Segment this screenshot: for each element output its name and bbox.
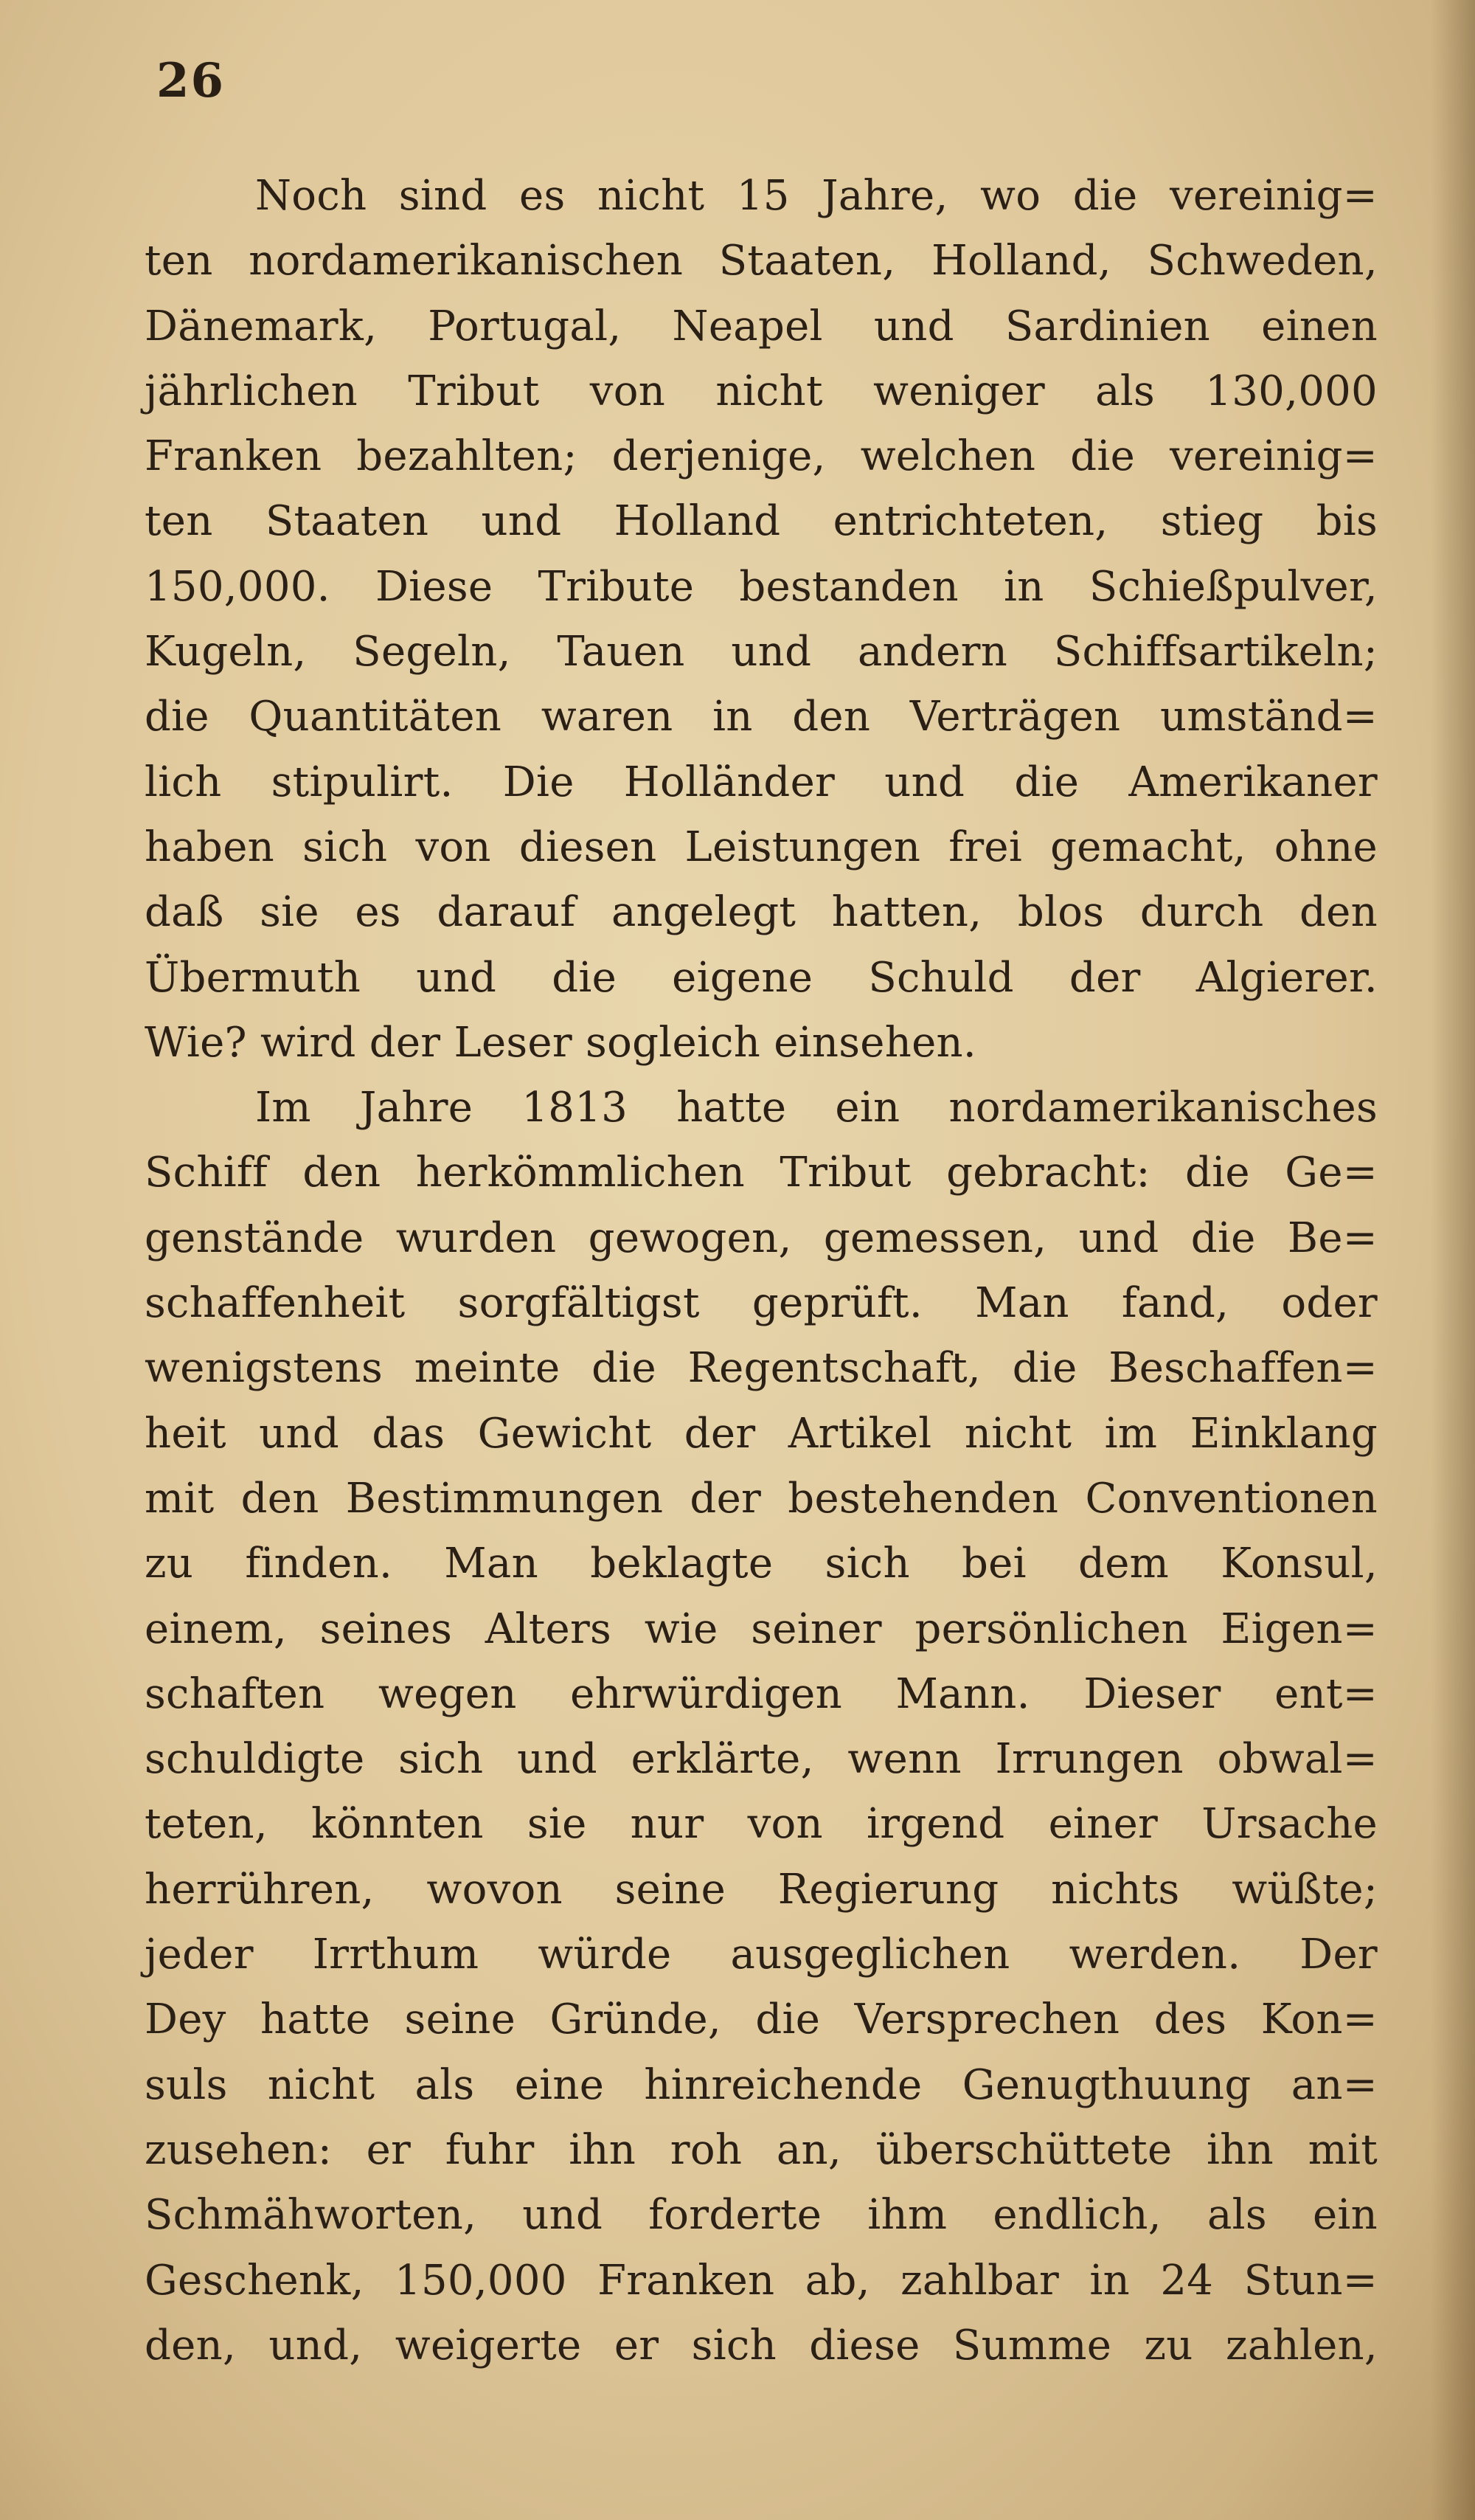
page-number: 26: [156, 53, 226, 108]
text-line: den, und, weigerte er sich diese Summe zu zahlen,: [145, 2321, 1378, 2370]
text-line: Übermuth und die eigene Schuld der Algierer.: [145, 953, 1378, 1002]
text-line: zusehen: er fuhr ihn roh an, überschüttete ihn mit: [145, 2125, 1378, 2174]
text-line: genstände wurden gewogen, gemessen, und die Be=: [145, 1214, 1378, 1262]
text-line: mit den Bestimmungen der bestehenden Conventionen: [145, 1474, 1378, 1523]
text-line: schaften wegen ehrwürdigen Mann. Dieser ent=: [145, 1669, 1378, 1718]
text-line: Franken bezahlten; derjenige, welchen die vereinig=: [145, 432, 1378, 481]
text-line: herrühren, wovon seine Regierung nichts wüßte;: [145, 1865, 1378, 1914]
text-line: zu finden. Man beklagte sich bei dem Konsul,: [145, 1540, 1378, 1588]
text-line: Dänemark, Portugal, Neapel und Sardinien einen: [145, 302, 1378, 350]
text-line: Im Jahre 1813 hatte ein nordamerikanisches: [255, 1084, 1378, 1132]
text-line: Schmähworten, und forderte ihm endlich, als ein: [145, 2191, 1378, 2240]
text-line: ten nordamerikanischen Staaten, Holland, Schweden,: [145, 237, 1378, 285]
text-line: suls nicht als eine hinreichende Genugthuung an=: [145, 2060, 1378, 2109]
text-line: Geschenk, 150,000 Franken ab, zahlbar in 24 Stun=: [145, 2256, 1378, 2305]
text-line: Schiff den herkömmlichen Tribut gebracht: die Ge=: [145, 1149, 1378, 1197]
text-line: 150,000. Diese Tribute bestanden in Schießpulver,: [145, 562, 1378, 611]
text-line: jährlichen Tribut von nicht weniger als 130,000: [145, 367, 1378, 415]
text-line: Kugeln, Segeln, Tauen und andern Schiffsartikeln;: [145, 628, 1378, 676]
text-line: schuldigte sich und erklärte, wenn Irrungen obwal=: [145, 1735, 1378, 1784]
text-line: wenigstens meinte die Regentschaft, die Beschaffen=: [145, 1344, 1378, 1393]
text-line: die Quantitäten waren in den Verträgen umständ=: [145, 693, 1378, 741]
text-line: heit und das Gewicht der Artikel nicht im Einklang: [145, 1409, 1378, 1458]
text-line: haben sich von diesen Leistungen frei gemacht, ohne: [145, 823, 1378, 871]
body-text: [145, 164, 1378, 2378]
text-line: Noch sind es nicht 15 Jahre, wo die vereinig=: [255, 172, 1378, 220]
text-line: schaffenheit sorgfältigst geprüft. Man fand, oder: [145, 1279, 1378, 1328]
text-line: einem, seines Alters wie seiner persönlichen Eigen=: [145, 1605, 1378, 1653]
text-line: jeder Irrthum würde ausgeglichen werden. Der: [145, 1931, 1378, 1979]
text-line: teten, könnten sie nur von irgend einer Ursache: [145, 1800, 1378, 1849]
text-line: Wie? wird der Leser sogleich einsehen.: [145, 1018, 977, 1067]
text-line: ten Staaten und Holland entrichteten, stieg bis: [145, 497, 1378, 546]
text-line: Dey hatte seine Gründe, die Versprechen des Kon=: [145, 1995, 1378, 2044]
text-line: lich stipulirt. Die Holländer und die Amerikaner: [145, 758, 1378, 806]
spine-shadow: [1431, 0, 1475, 2520]
text-line: daß sie es darauf angelegt hatten, blos durch den: [145, 888, 1378, 937]
